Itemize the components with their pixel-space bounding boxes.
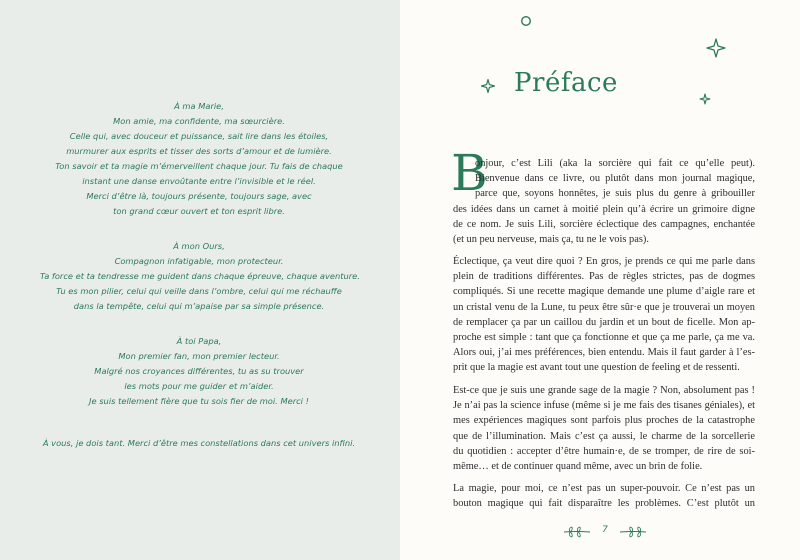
text-line: onjour, c’est Lili (aka la sorcière qui fait ce qu’elle peut). [475,158,755,169]
dedication-line: Malgré nos croyances différentes, tu as su trouver [94,366,304,376]
dedication-line: Celle qui, avec douceur et puissance, sait lire dans les étoiles, [69,131,329,141]
sprig-icon [618,525,648,539]
dedication-line: ton grand cœur ouvert et ton esprit libre. [113,206,285,216]
page-footer [560,521,650,543]
dedication-line: Mon amie, ma confidente, ma sœurcière. [113,116,285,126]
dedication-line: À mon Ours, [173,241,225,251]
text-line: compliqués. Si une recette magique demande une plume d’aigle rare et [453,286,755,298]
dedication-line: Merci d’être là, toujours présente, toujours sage, avec [86,191,312,201]
dedication-block-ours [40,239,358,314]
preface-paragraph-1 [453,156,755,247]
text-line: mes expériences magiques sont parfois plus proches de la catastrophe [453,415,755,427]
text-line: parce que, soyons honnêtes, je suis plus du genre à gribouiller [475,188,755,200]
text-line: un cristal venu de la Lune, tu peux être sûr·e que je trouverai un moyen [453,301,755,313]
text-line: (et un peu nerveuse, mais ça, tu ne le vois pas). [453,233,649,245]
dedication-line: dans la tempête, celui qui m’apaise par sa simple présence. [73,301,325,311]
dedication-line: Ton savoir et ta magie m’émerveillent chaque jour. Tu fais de chaque [55,161,343,171]
text-line: plein de traditions différentes. Pas de règles strictes, pas de dogmes [453,271,755,283]
dedication-block-closing [40,436,358,451]
dedication-line: À vous, je dois tant. Merci d’être mes constellations dans cet univers infini. [42,438,356,448]
text-line: de ce nom. Je suis Lili, sorcière éclectique des campagnes, enchantée [453,218,755,230]
text-line: Éclectique, ça veut dire quoi ? En gros, je prends ce qui me parle dans [453,256,755,267]
sprig-icon [562,525,592,539]
preface-paragraph-3 [453,383,755,474]
text-line: que de l’illumination. Mais c’est ça aussi, le charme de la sorcellerie [453,430,755,442]
text-line: bouton magique qui fait disparaître les problèmes. C’est plutôt un [453,498,755,510]
page-number: 7 [602,525,608,535]
preface-paragraph-2 [453,254,755,376]
text-line: La magie, pour moi, ce n’est pas un super-pouvoir. Ce n’est pas un [453,483,755,494]
dedication-line: murmurer aux esprits et tisser des sorts d’amour et de lumière. [66,146,332,156]
dedication-line: les mots pour me guider et m’aider. [124,381,274,391]
preface-paragraph-4 [453,481,755,511]
dedication-line: À ma Marie, [174,101,224,111]
dedication-block-papa [40,334,358,409]
dedication-line: Tu es mon pilier, celui qui veille dans l’ombre, celui qui me réchauffe [56,286,342,296]
dedication-line: Ta force et ta tendresse me guident dans chaque épreuve, chaque aventure. [40,271,360,281]
text-line: Est-ce que je suis une grande sage de la magie ? Non, absolument pas ! [453,385,755,396]
dedication-line: Mon premier fan, mon premier lecteur. [118,351,280,361]
dedication-line: instant une danse envoûtante entre l’invisible et le réel. [82,176,316,186]
text-line: Bienvenue dans ce livre, ou plutôt dans mon journal magique, [475,173,755,185]
text-line: même… et de continuer quand même, avec un brin de folie. [453,460,703,472]
text-line: prit que la magie est avant tout une question de feeling et de ressenti. [453,362,740,374]
dedication-line: À toi Papa, [176,336,222,346]
text-line: proche est simple : tant que ça fonctionne et que ça me parle, ça me va. [453,331,755,343]
text-line: du quotidien : accepter d’être humain·e, de se tromper, de rire de soi- [453,445,755,457]
sparkle-star-icon [705,37,727,59]
text-line: des idées dans un carnet à moitié plein qu’à écrire un grimoire digne [453,203,755,215]
circle-star-icon [520,15,532,27]
dedication-line: Je suis tellement fière que tu sois fier de moi. Merci ! [89,396,309,406]
text-line: Alors oui, j’ai mes préférences, bien entendu. Mais il faut garder à l’es- [453,347,755,359]
page-title: Préface [514,68,618,98]
dedication-line: Compagnon infatigable, mon protecteur. [114,256,284,266]
dedication-block-marie [40,99,358,219]
text-line: Je n’ai pas la science infuse (même si je me fais des tisanes géniales), et [453,400,755,412]
sparkle-star-icon [699,93,711,105]
drop-cap: B [451,144,488,202]
text-line: de remplacer ça par un caillou du jardin et un bout de ficelle. Mon ap- [453,316,755,328]
